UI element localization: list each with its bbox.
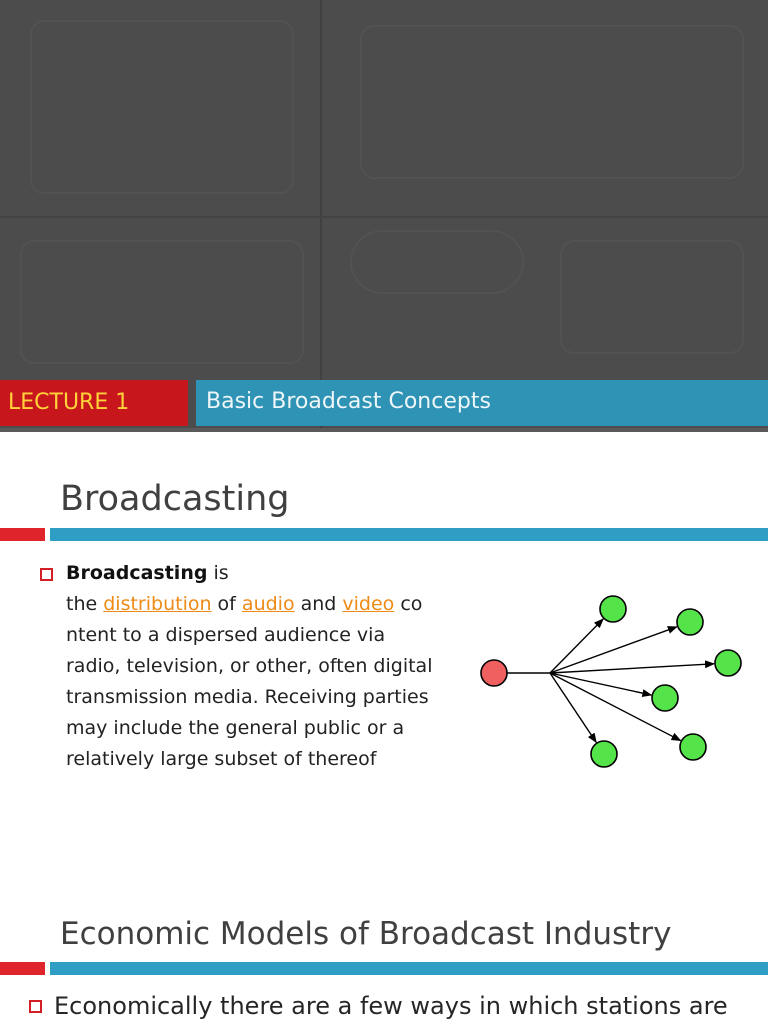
source-node (481, 660, 507, 686)
text-fragment: relatively large subset of thereof (66, 748, 377, 770)
broadcast-arrow (550, 619, 603, 673)
text-fragment: co (394, 593, 423, 615)
background-graphic (350, 230, 524, 294)
broadcast-arrow (550, 627, 677, 673)
receiver-node (600, 596, 626, 622)
receiver-node (652, 685, 678, 711)
title-slide (0, 0, 768, 432)
broadcast-arrow (550, 673, 651, 695)
bullet-square-icon (40, 568, 53, 581)
slide-heading-economic-models: Economic Models of Broadcast Industry (60, 916, 672, 952)
slide-heading-broadcasting: Broadcasting (60, 479, 290, 519)
text-fragment: and (294, 593, 343, 615)
lecture-topic: Basic Broadcast Concepts (196, 380, 768, 426)
heading-accent-bar-blue (50, 528, 768, 541)
link-video[interactable]: video (342, 593, 395, 615)
text-fragment: may include the general public or a (66, 717, 405, 739)
background-graphic (560, 240, 744, 354)
heading-accent-bar-blue (50, 962, 768, 975)
receiver-node (591, 741, 617, 767)
slide-separator (0, 428, 768, 432)
broadcast-arrow (550, 673, 596, 742)
broadcasting-definition (66, 558, 466, 775)
link-distribution[interactable]: distribution (103, 593, 212, 615)
broadcast-edges (507, 619, 714, 742)
background-graphic (360, 25, 744, 179)
quadrant-divider (0, 216, 768, 218)
receiver-node (677, 609, 703, 635)
economic-models-bullet: Economically there are a few ways in which stations are (54, 992, 728, 1020)
text-fragment: transmission media. Receiving parties (66, 686, 429, 708)
text-fragment: radio, television, or other, often digital (66, 655, 433, 677)
heading-accent-bar-red (0, 528, 45, 541)
broadcast-arrow (550, 664, 714, 673)
lecture-label: LECTURE 1 (0, 380, 188, 426)
text-fragment: the (66, 593, 104, 615)
term-broadcasting: Broadcasting (66, 562, 208, 584)
broadcast-nodes (481, 596, 741, 767)
text-fragment: is (207, 562, 229, 584)
background-graphic (20, 240, 304, 364)
bullet-square-icon (29, 1000, 42, 1013)
text-fragment: of (211, 593, 242, 615)
receiver-node (680, 734, 706, 760)
link-audio[interactable]: audio (241, 593, 295, 615)
receiver-node (715, 650, 741, 676)
background-graphic (30, 20, 294, 194)
text-fragment: ntent to a dispersed audience via (66, 624, 386, 646)
broadcast-diagram (470, 585, 750, 775)
heading-accent-bar-red (0, 962, 45, 975)
